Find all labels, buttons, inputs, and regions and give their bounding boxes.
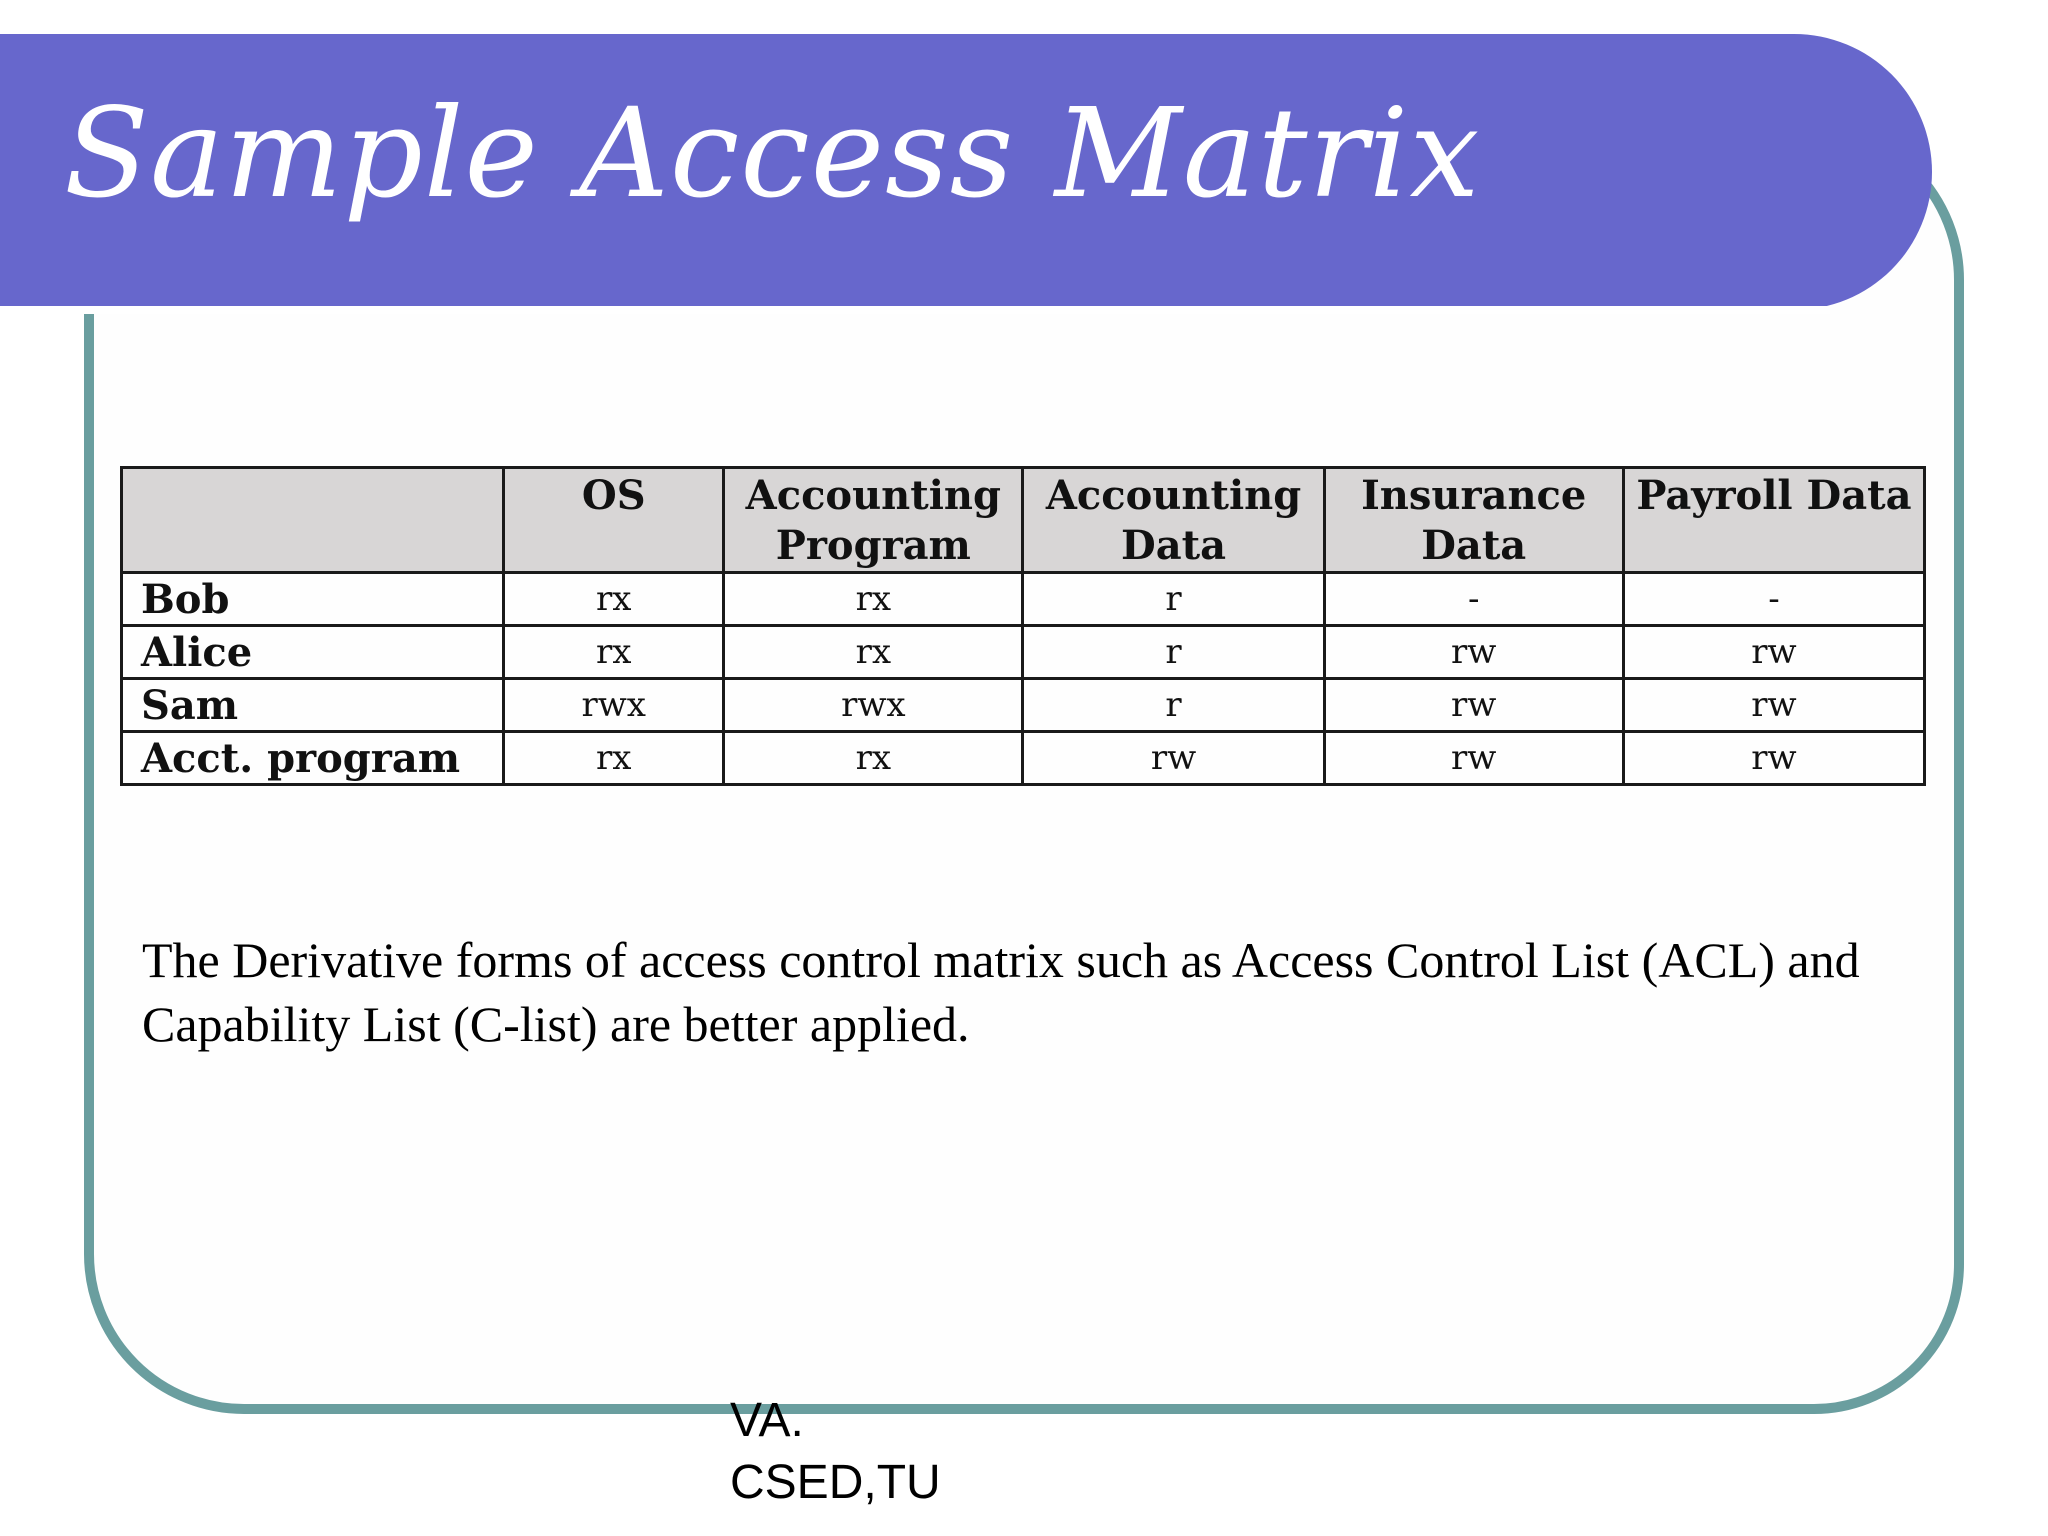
column-header-os: OS bbox=[504, 468, 724, 573]
table-cell: rw bbox=[1623, 679, 1924, 732]
column-header-payroll-data: Payroll Data bbox=[1623, 468, 1924, 573]
access-matrix bbox=[120, 466, 1926, 786]
table-cell: rx bbox=[724, 732, 1023, 785]
table-cell: - bbox=[1324, 573, 1623, 626]
matrix-header-row bbox=[122, 468, 1925, 573]
footer-credit bbox=[730, 1390, 941, 1514]
table-cell: - bbox=[1623, 573, 1924, 626]
access-matrix-table bbox=[120, 466, 1926, 786]
footer-line-1: VA. bbox=[730, 1394, 804, 1447]
row-header-acct-program: Acct. program bbox=[122, 732, 504, 785]
table-cell: r bbox=[1023, 679, 1324, 732]
table-cell: r bbox=[1023, 626, 1324, 679]
table-row bbox=[122, 573, 1925, 626]
title-rule bbox=[0, 306, 1830, 314]
table-cell: rx bbox=[724, 573, 1023, 626]
column-header-corner bbox=[122, 468, 504, 573]
table-cell: rw bbox=[1324, 679, 1623, 732]
footer-line-2: CSED,TU bbox=[730, 1456, 941, 1509]
table-cell: rw bbox=[1324, 732, 1623, 785]
column-header-accounting-program: Accounting Program bbox=[724, 468, 1023, 573]
table-cell: rw bbox=[1324, 626, 1623, 679]
table-cell: rwx bbox=[724, 679, 1023, 732]
table-cell: rx bbox=[724, 626, 1023, 679]
table-row bbox=[122, 626, 1925, 679]
table-cell: rx bbox=[504, 732, 724, 785]
table-cell: rx bbox=[504, 573, 724, 626]
table-cell: rw bbox=[1023, 732, 1324, 785]
table-cell: rx bbox=[504, 626, 724, 679]
table-cell: rw bbox=[1623, 626, 1924, 679]
column-header-accounting-data: Accounting Data bbox=[1023, 468, 1324, 573]
table-row bbox=[122, 679, 1925, 732]
table-cell: r bbox=[1023, 573, 1324, 626]
caption-text: The Derivative forms of access control matrix such as Access Control List (ACL) and Capability List (C-list) are better applied. bbox=[142, 932, 1860, 1052]
column-header-insurance-data: Insurance Data bbox=[1324, 468, 1623, 573]
row-header-alice: Alice bbox=[122, 626, 504, 679]
row-header-sam: Sam bbox=[122, 679, 504, 732]
row-header-bob: Bob bbox=[122, 573, 504, 626]
table-cell: rw bbox=[1623, 732, 1924, 785]
table-row bbox=[122, 732, 1925, 785]
slide-title: Sample Access Matrix bbox=[64, 82, 1481, 226]
table-cell: rwx bbox=[504, 679, 724, 732]
